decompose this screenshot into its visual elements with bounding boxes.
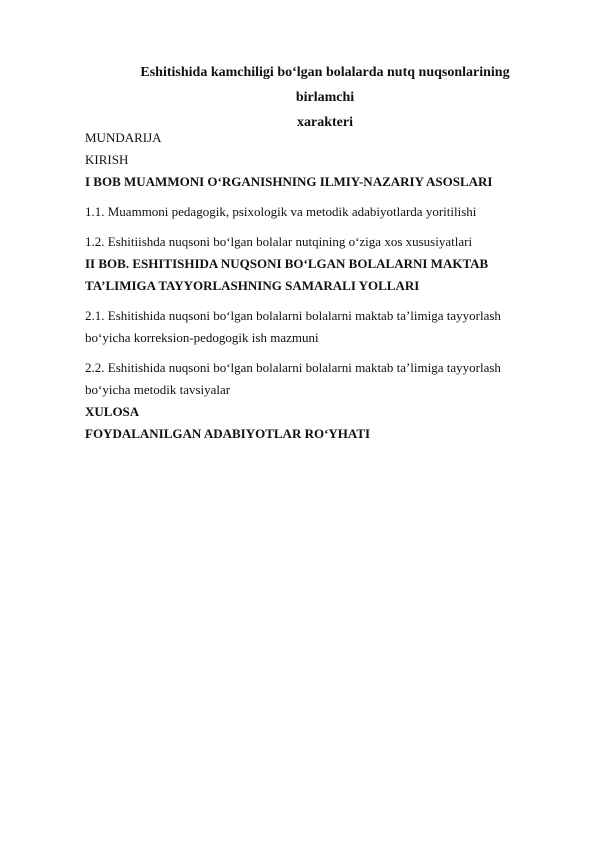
toc-item-2-2-line-1: 2.2. Eshitishida nuqsoni bo‘lgan bolalarni bolalarni maktab ta’limiga tayyorlash [85, 360, 501, 375]
toc-item-1-2: 1.2. Eshitiishda nuqsoni bo‘lgan bolalar nutqining o‘ziga xos xususiyatlari [85, 234, 473, 249]
toc-heading-adabiyotlar: FOYDALANILGAN ADABIYOTLAR RO‘YHATI [85, 426, 371, 441]
table-of-contents [85, 127, 555, 445]
title-line-1: Eshitishida kamchiligi bo‘lgan bolalarda nutq nuqsonlarining birlamchi [140, 65, 510, 105]
spacer [85, 349, 555, 357]
toc-heading-kirish: KIRISH [85, 152, 129, 167]
toc-item-2-1-line-1: 2.1. Eshitishida nuqsoni bo‘lgan bolalarni bolalarni maktab ta’limiga tayyorlash [85, 308, 501, 323]
toc-item-1-1: 1.1. Muammoni pedagogik, psixologik va metodik adabiyotlarda yoritilishi [85, 204, 477, 219]
toc-item-2-2-line-2: bo‘yicha metodik tavsiyalar [85, 382, 231, 397]
spacer [85, 223, 555, 231]
toc-chapter-2-title-line-2: TA’LIMIGA TAYYORLASHNING SAMARALI YOLLARI [85, 278, 420, 293]
toc-heading-mundarija: MUNDARIJA [85, 130, 162, 145]
toc-item-2-1-line-2: bo‘yicha korreksion-pedogogik ish mazmuni [85, 330, 319, 345]
spacer [85, 193, 555, 201]
title-line-2: xarakteri [297, 115, 353, 130]
document-title [110, 60, 540, 135]
toc-chapter-1-title: I BOB MUAMMONI O‘RGANISHNING ILMIY-NAZARIY ASOSLARI [85, 174, 493, 189]
toc-chapter-2-title-line-1: II BOB. ESHITISHIDA NUQSONI BO‘LGAN BOLALARNI MAKTAB [85, 256, 489, 271]
spacer [85, 297, 555, 305]
toc-heading-xulosa: XULOSA [85, 404, 140, 419]
